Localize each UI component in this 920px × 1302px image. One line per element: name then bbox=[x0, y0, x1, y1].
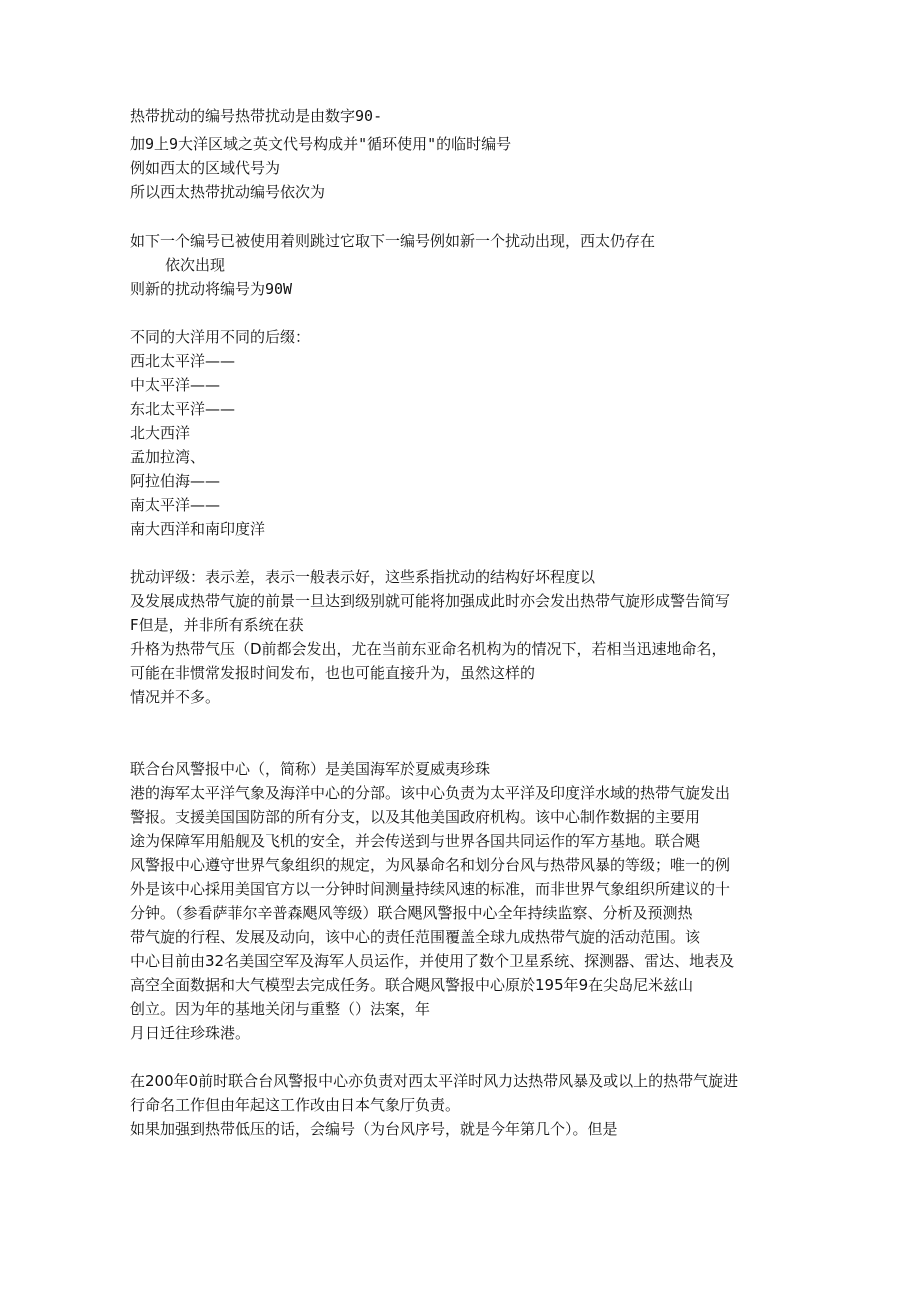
text-line: 分钟。（参看萨菲尔辛普森飓风等级）联合飓风警报中心全年持续监察、分析及预测热 bbox=[130, 904, 693, 922]
text-line: 如果加强到热带低压的话，会编号（为台风序号，就是今年第几个）。但是 bbox=[130, 1120, 618, 1138]
text-line: 则新的扰动将编号为90W bbox=[130, 280, 293, 298]
text-line: 途为保障军用船舰及飞机的安全，并会传送到与世界各国共同运作的军方基地。联合飓 bbox=[130, 832, 701, 850]
text-line: 在200年0前时联合台风警报中心亦负责对西太平洋时风力达热带风暴及或以上的热带气旋进 bbox=[130, 1072, 739, 1090]
text-line: 行命名工作但由年起这工作改由日本气象厅负责。 bbox=[130, 1096, 461, 1114]
text-line: 扰动评级：表示差，表示一般表示好，这些系指扰动的结构好坏程度以 bbox=[130, 568, 596, 586]
list-item: 孟加拉湾、 bbox=[130, 448, 206, 466]
text-line: 加9上9大洋区域之英文代号构成并"循环使用"的临时编号 bbox=[130, 135, 512, 153]
text-line: 高空全面数据和大气模型去完成任务。联合飓风警报中心原於195年9在尖岛尼米兹山 bbox=[130, 976, 694, 994]
text-line: 热带扰动的编号热带扰动是由数字90- bbox=[130, 107, 383, 125]
text-line: 警报。支援美国国防部的所有分支，以及其他美国政府机构。该中心制作数据的主要用 bbox=[130, 808, 701, 826]
text-line: F但是，并非所有系统在获 bbox=[130, 616, 304, 634]
text-line: 联合台风警报中心（，简称）是美国海军於夏威夷珍珠 bbox=[130, 760, 491, 778]
text-line: 可能在非惯常发报时间发布，也也可能直接升为，虽然这样的 bbox=[130, 664, 536, 682]
list-item: 南太平洋—— bbox=[130, 496, 221, 514]
text-line: 港的海军太平洋气象及海洋中心的分部。该中心负责为太平洋及印度洋水域的热带气旋发出 bbox=[130, 784, 731, 802]
list-item: 东北太平洋—— bbox=[130, 400, 236, 418]
text-line: 依次出现 bbox=[165, 256, 226, 274]
text-line: 所以西太热带扰动编号依次为 bbox=[130, 183, 326, 201]
text-line: 升格为热带气压（D前都会发出，尤在当前东亚命名机构为的情况下，若相当迅速地命名， bbox=[130, 640, 727, 658]
text-line: 月日迁往珍珠港。 bbox=[130, 1024, 251, 1042]
list-item: 中太平洋—— bbox=[130, 376, 221, 394]
text-line: 不同的大洋用不同的后缀： bbox=[130, 328, 311, 346]
text-line: 中心目前由32名美国空军及海军人员运作，并使用了数个卫星系统、探测器、雷达、地表及 bbox=[130, 952, 735, 970]
text-line: 及发展成热带气旋的前景一旦达到级别就可能将加强成此时亦会发出热带气旋形成警告简写 bbox=[130, 592, 731, 610]
list-item: 西北太平洋—— bbox=[130, 352, 236, 370]
text-line: 情况并不多。 bbox=[130, 688, 221, 706]
text-line: 带气旋的行程、发展及动向，该中心的责任范围覆盖全球九成热带气旋的活动范围。该 bbox=[130, 928, 701, 946]
text-line: 例如西太的区域代号为 bbox=[130, 159, 281, 177]
text-line: 风警报中心遵守世界气象组织的规定，为风暴命名和划分台风与热带风暴的等级；唯一的例 bbox=[130, 856, 731, 874]
text-line: 创立。因为年的基地关闭与重整（）法案，年 bbox=[130, 1000, 431, 1018]
text-line: 外是该中心採用美国官方以一分钟时间测量持续风速的标准，而非世界气象组织所建议的十 bbox=[130, 880, 731, 898]
list-item: 阿拉伯海—— bbox=[130, 472, 221, 490]
text-line: 如下一个编号已被使用着则跳过它取下一编号例如新一个扰动出现，西太仍存在 bbox=[130, 232, 656, 250]
list-item: 南大西洋和南印度洋 bbox=[130, 520, 266, 538]
list-item: 北大西洋 bbox=[130, 424, 191, 442]
